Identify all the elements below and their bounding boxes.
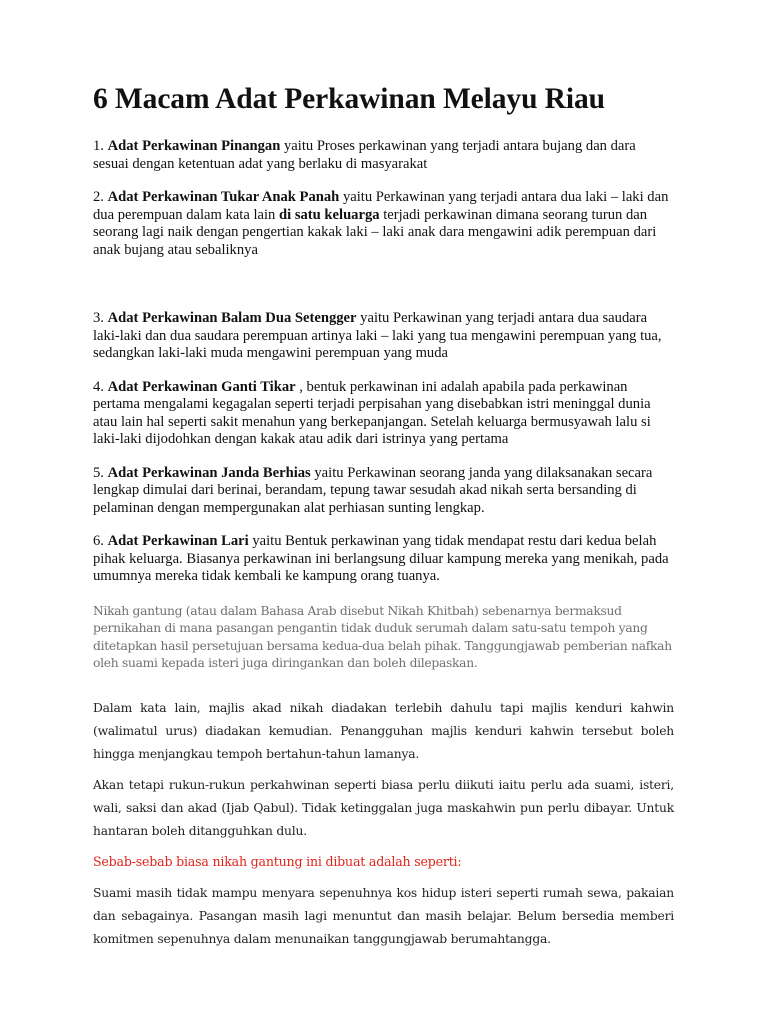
item-number: 1. [93, 138, 104, 154]
body-paragraph: Dalam kata lain, majlis akad nikah diadakan terlebih dahulu tapi majlis kenduri kahwin (walimatul urus) diadakan kemudian. Penangguhan majlis kenduri kahwin tersebut boleh hingga menjangkau tempoh bertahun-tahun lamanya. [93, 700, 674, 761]
item-term: Adat Perkawinan Tukar Anak Panah [107, 189, 340, 205]
item-description: yaitu Perkawinan seorang janda yang dilaksanakan secara lengkap dimulai dari berinai, berandam, tepung tawar sesudah akad nikah serta bersanding di pelaminan dengan mempergunakan alat perhiasan sunting lengkap. [93, 464, 653, 516]
page-title: 6 Macam Adat Perkawinan Melayu Riau [93, 83, 605, 115]
list-item [93, 189, 673, 259]
item-description: yaitu Perkawinan yang terjadi antara dua laki – laki dan dua perempuan dalam kata lain [93, 189, 669, 223]
item-number: 6. [93, 533, 104, 549]
item-number: 4. [93, 378, 104, 395]
item-description: yaitu Perkawinan yang terjadi antara dua saudara laki-laki dan dua saudara perempuan artinya laki – laki yang tua mengawini perempuan yang tua, sedangkan laki-laki muda mengawini perempuan yang muda [93, 310, 662, 361]
body-paragraph: Akan tetapi rukun-rukun perkahwinan seperti biasa perlu diikuti iaitu perlu ada suami, isteri, wali, saksi dan akad (Ijab Qabul). Tidak ketinggalan juga maskahwin pun perlu dibayar. Untuk hantaran boleh ditangguhkan dulu. [93, 777, 674, 838]
item-number: 5. [93, 464, 104, 481]
section-heading: Sebab-sebab biasa nikah gantung ini dibuat adalah seperti: [93, 853, 462, 869]
item-description: terjadi perkawinan dimana seorang turun dan seorang lagi naik dengan pengertian kakak laki – laki anak dara mengawini adik perempuan dari anak bujang atau sebaliknya [93, 206, 657, 258]
body-paragraph: Suami masih tidak mampu menyara sepenuhnya kos hidup isteri seperti rumah sewa, pakaian dan sebagainya. Pasangan masih lagi menuntut dan masih belajar. Belum bersedia memberi komitmen sepenuhnya dalam menunaikan tanggungjawab berumahtangga. [93, 885, 674, 946]
item-emphasis: di satu keluarga [279, 206, 380, 223]
item-term: Adat Perkawinan Pinangan [107, 138, 281, 154]
list-item [93, 533, 673, 586]
list-item [93, 465, 673, 518]
item-description: yaitu Bentuk perkawinan yang tidak mendapat restu dari kedua belah pihak keluarga. Biasanya perkawinan ini berlangsung diluar kampung mereka yang menikah, pada umumnya mereka tidak kembali ke kampung orang tuanya. [93, 533, 669, 584]
list-item [93, 138, 673, 173]
list-item [93, 310, 673, 363]
quote-paragraph: Nikah gantung (atau dalam Bahasa Arab disebut Nikah Khitbah) sebenarnya bermaksud pernikahan di mana pasangan pengantin tidak duduk serumah dalam satu-satu tempoh yang ditetapkan hasil persetujuan bersama kedua-dua belah pihak. Tanggungjawab pemberian nafkah oleh suami kepada isteri juga diringankan dan boleh dilepaskan. [93, 603, 672, 670]
item-number: 2. [93, 189, 104, 205]
item-term: Adat Perkawinan Lari [107, 533, 249, 549]
list-item [93, 379, 673, 449]
item-term: Adat Perkawinan Balam Dua Setengger [107, 310, 357, 326]
item-number: 3. [93, 310, 104, 326]
item-description: , bentuk perkawinan ini adalah apabila pada perkawinan pertama mengalami kegagalan seperti terjadi perpisahan yang disebabkan istri meninggal dunia atau lain hal seperti sakit menahun yang berkepanjangan. Setelah keluarga bermusyawah lalu si laki-laki dijodohkan dengan kakak atau adik dari istrinya yang pertama [93, 378, 651, 447]
item-term: Adat Perkawinan Ganti Tikar [107, 378, 296, 395]
item-term: Adat Perkawinan Janda Berhias [107, 464, 311, 481]
item-description: yaitu Proses perkawinan yang terjadi antara bujang dan dara sesuai dengan ketentuan adat yang berlaku di masyarakat [93, 138, 636, 172]
document-page [93, 82, 673, 959]
